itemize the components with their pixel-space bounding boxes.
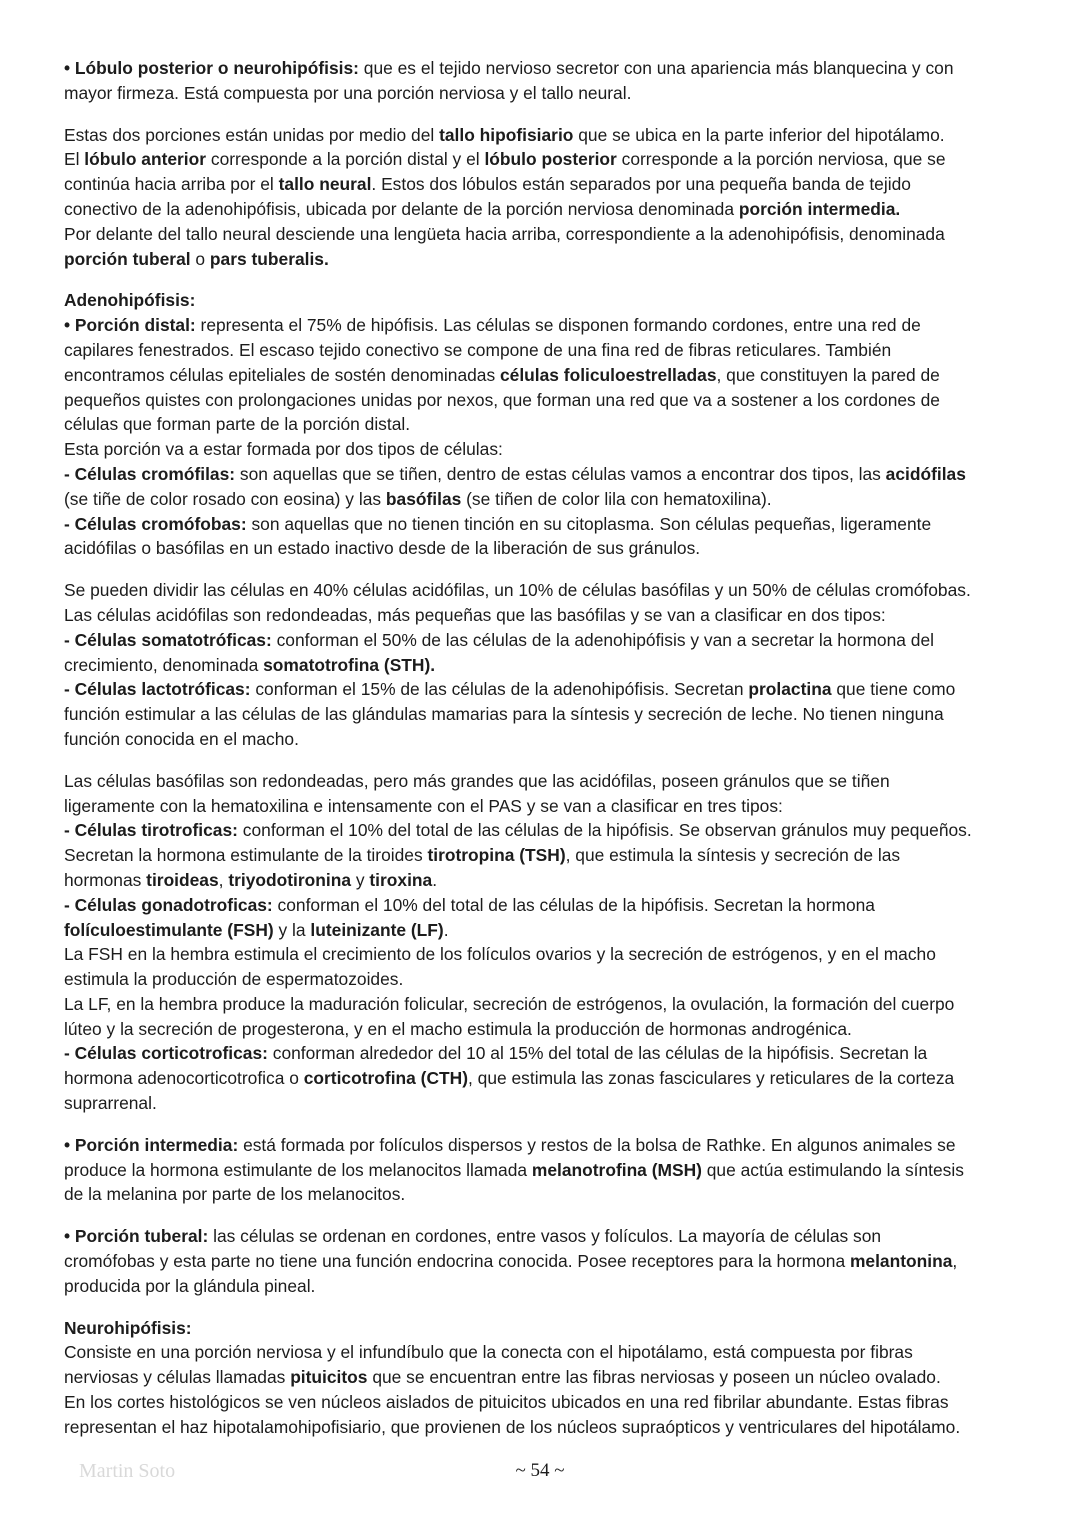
paragraph	[64, 288, 1024, 561]
text-line: • Porción distal: representa el 75% de hipófisis. Las células se disponen formando cordones, entre una red de	[64, 315, 921, 336]
text-line: capilares fenestrados. El escaso tejido conectivo se compone de una fina red de fibras reticulares. También	[64, 339, 892, 360]
text-line: En los cortes histológicos se ven núcleos aislados de pituicitos ubicados en una red fibrilar abundante. Estas fibras	[64, 1392, 949, 1413]
paragraph	[64, 1133, 1024, 1207]
text-line: - Células cromófilas: son aquellas que se tiñen, dentro de estas células vamos a encontrar dos tipos, las acidófilas	[64, 463, 966, 484]
text-line: continúa hacia arriba por el tallo neural. Estos dos lóbulos están separados por una pequeña banda de tejido	[64, 174, 911, 195]
text-line: de la melanina por parte de los melanocitos.	[64, 1184, 406, 1205]
paragraph	[64, 578, 1024, 752]
text-line: porción tuberal o pars tuberalis.	[64, 248, 329, 269]
text-line: hormona adenocorticotrofica o corticotrofina (CTH), que estimula las zonas fasciculares y reticulares de la corteza	[64, 1068, 955, 1089]
text-line: • Porción intermedia: está formada por folículos dispersos y restos de la bolsa de Rathke. En algunos animales se	[64, 1134, 956, 1155]
text-line: conectivo de la adenohipófisis, ubicada por delante de la porción nerviosa denominada porción intermedia.	[64, 198, 901, 219]
text-line: producida por la glándula pineal.	[64, 1275, 316, 1296]
text-line: Se pueden dividir las células en 40% células acidófilas, un 10% de células basófilas y un 50% de células cromófobas.	[64, 580, 971, 601]
text-line: - Células somatotróficas: conforman el 50% de las células de la adenohipófisis y van a secretar la hormona del	[64, 629, 934, 650]
text-line: pequeños quistes con prolongaciones unidas por nexos, que forman una red que va a sostener a los cordones de	[64, 389, 940, 410]
text-line: produce la hormona estimulante de los melanocitos llamada melanotrofina (MSH) que actúa estimulando la síntesis	[64, 1159, 964, 1180]
text-line: Adenohipófisis:	[64, 290, 196, 311]
text-line: encontramos células epiteliales de sostén denominadas células foliculoestrelladas, que constituyen la pared de	[64, 364, 940, 385]
text-line: - Células lactotróficas: conforman el 15% de las células de la adenohipófisis. Secretan prolactina que tiene como	[64, 679, 956, 700]
text-line: • Lóbulo posterior o neurohipófisis: que es el tejido nervioso secretor con una apariencia más blanquecina y con	[64, 58, 954, 78]
text-line: El lóbulo anterior corresponde a la porción distal y el lóbulo posterior corresponde a la porción nerviosa, que se	[64, 149, 946, 170]
footer-author: Martin Soto	[79, 1460, 176, 1482]
text-line: crecimiento, denominada somatotrofina (STH).	[64, 654, 436, 675]
paragraph	[64, 1316, 1024, 1440]
text-line: células que forman parte de la porción distal.	[64, 414, 411, 435]
text-line: - Células gonadotroficas: conforman el 10% del total de las células de la hipófisis. Secretan la hormona	[64, 894, 875, 915]
paragraph	[64, 769, 1024, 1116]
text-line: (se tiñe de color rosado con eosina) y las basófilas (se tiñen de color lila con hematoxilina).	[64, 488, 772, 509]
page-footer	[0, 1460, 1080, 1492]
text-line: Esta porción va a estar formada por dos tipos de células:	[64, 439, 503, 460]
text-line: Consiste en una porción nerviosa y el infundíbulo que la conecta con el hipotálamo, está compuesta por fibras	[64, 1342, 913, 1363]
text-line: función estimular a las células de las glándulas mamarias para la síntesis y secreción de leche. No tienen ninguna	[64, 704, 944, 725]
text-line: hormonas tiroideas, triyodotironina y tiroxina.	[64, 869, 438, 890]
paragraph	[64, 1224, 1024, 1298]
text-line: La LF, en la hembra produce la maduración folicular, secreción de estrógenos, la ovulación, la formación del cuerpo	[64, 993, 955, 1014]
text-line: - Células corticotroficas: conforman alrededor del 10 al 15% del total de las células de la hipófisis. Secretan la	[64, 1043, 928, 1064]
page-number: ~ 54 ~	[515, 1460, 565, 1481]
text-line: Por delante del tallo neural desciende una lengüeta hacia arriba, correspondiente a la adenohipófisis, denominada	[64, 223, 945, 244]
text-line: La FSH en la hembra estimula el crecimiento de los folículos ovarios y la secreción de estrógenos, y en el macho	[64, 944, 936, 965]
text-line: estimula la producción de espermatozoides.	[64, 969, 404, 990]
text-line: folículoestimulante (FSH) y la luteinizante (LF).	[64, 919, 449, 940]
text-line: • Porción tuberal: las células se ordenan en cordones, entre vasos y folículos. La mayoría de células son	[64, 1226, 882, 1247]
text-line: mayor firmeza. Está compuesta por una porción nerviosa y el tallo neural.	[64, 82, 632, 103]
text-line: Estas dos porciones están unidas por medio del tallo hipofisiario que se ubica en la parte inferior del hipotálamo.	[64, 124, 945, 145]
text-line: lúteo y la secreción de progesterona, y en el macho estimula la producción de hormonas androgénica.	[64, 1018, 852, 1039]
text-line: acidófilas o basófilas en un estado inactivo desde de la liberación de sus gránulos.	[64, 538, 701, 559]
text-line: cromófobas y esta parte no tiene una función endocrina conocida. Posee receptores para la hormona melantonina,	[64, 1251, 958, 1272]
text-line: ligeramente con la hematoxilina e intensamente con el PAS y se van a clasificar en tres tipos:	[64, 795, 783, 816]
paragraph	[64, 123, 1024, 272]
text-line: nerviosas y células llamadas pituicitos que se encuentran entre las fibras nerviosas y poseen un núcleo ovalado.	[64, 1367, 941, 1388]
text-line: - Células cromófobas: son aquellas que no tienen tinción en su citoplasma. Son células pequeñas, ligeramente	[64, 513, 932, 534]
text-line: Neurohipófisis:	[64, 1317, 192, 1338]
text-line: representan el haz hipotalamohipofisiario, que provienen de los núcleos supraópticos y ventriculares del hipotálamo.	[64, 1416, 961, 1437]
text-line: - Células tirotroficas: conforman el 10% del total de las células de la hipófisis. Se observan gránulos muy pequeños.	[64, 820, 972, 841]
text-line: suprarrenal.	[64, 1093, 157, 1114]
text-line: Secretan la hormona estimulante de la tiroides tirotropina (TSH), que estimula la síntesis y secreción de las	[64, 845, 901, 866]
paragraph	[64, 56, 1024, 106]
text-line: función conocida en el macho.	[64, 728, 299, 749]
text-line: Las células acidófilas son redondeadas, más pequeñas que las basófilas y se van a clasificar en dos tipos:	[64, 604, 886, 625]
document-body	[64, 56, 1024, 1457]
text-line: Las células basófilas son redondeadas, pero más grandes que las acidófilas, poseen gránulos que se tiñen	[64, 770, 890, 791]
